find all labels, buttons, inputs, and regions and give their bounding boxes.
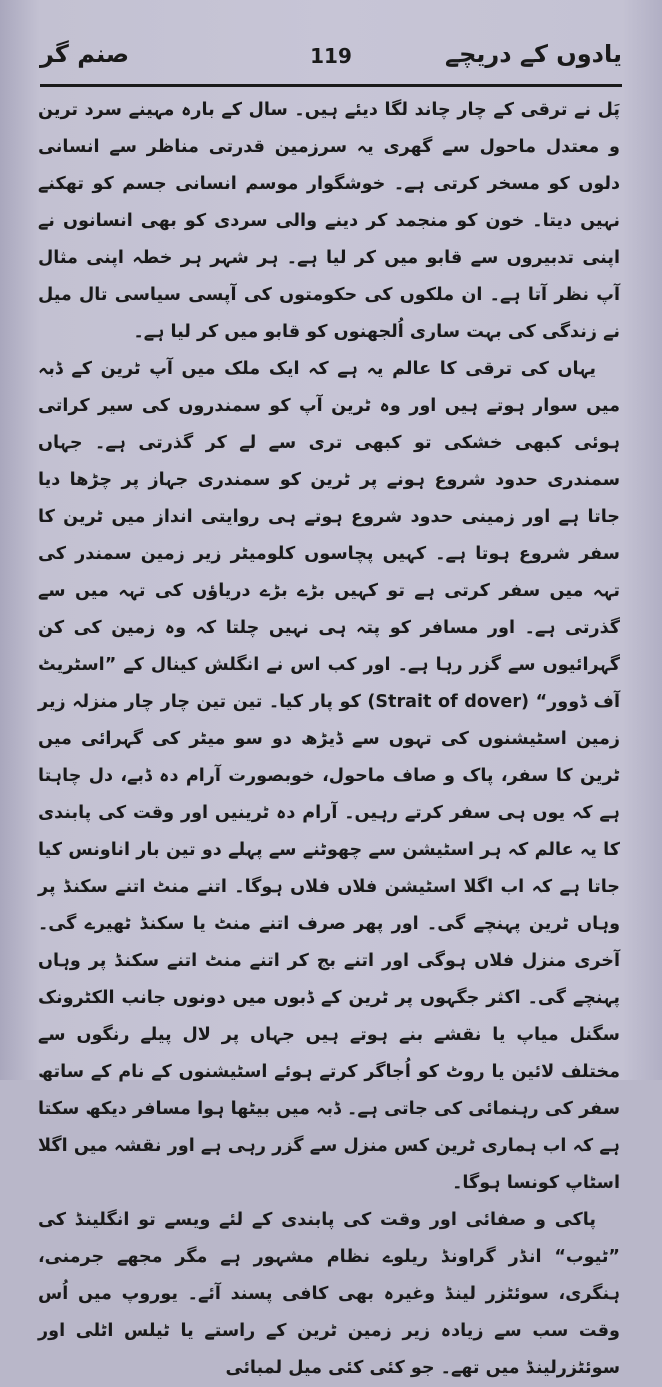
book-title: یادوں کے دریچے [445, 40, 622, 68]
body-text [38, 92, 620, 1387]
paragraph-1: پَل نے ترقی کے چار چاند لگا دیئے ہیں۔ سال کے بارہ مہینے سرد ترین و معتدل ماحول سے گھری یہ سرزمین قدرتی مناظر سے انسانی دلوں کو مسخر کرتی ہے۔ خوشگوار موسم انسانی جسم کو تھکنے نہیں دیتا۔ خون کو منجمد کر دینے والی سردی کو بھی انسانوں نے اپنی تدبیروں سے قابو میں کر لیا ہے۔ ہر شہر ہر خطہ اپنی مثال آپ نظر آتا ہے۔ ان ملکوں کی حکومتوں کی آپسی سیاسی تال میل نے زندگی کی بہت ساری اُلجھنوں کو قابو میں کر لیا ہے۔ [38, 100, 620, 342]
chapter-title: صنم گر [40, 40, 130, 68]
paragraph-3: پاکی و صفائی اور وقت کی پابندی کے لئے ویسے تو انگلینڈ کی ”ٹیوب“ انڈر گراونڈ ریلوے نظام مشہور ہے مگر مجھے جرمنی، ہنگری، سوئٹزر لینڈ وغیرہ بھی کافی پسند آئے۔ یوروپ میں اُس وقت سب سے زیادہ زیر زمین ٹرین کے راستے یا ٹیلس اٹلی اور سوئٹزرلینڈ میں تھے۔ جو کئی کئی میل لمبائی [38, 1210, 620, 1378]
paragraph-2: یہاں کی ترقی کا عالم یہ ہے کہ ایک ملک میں آپ ٹرین کے ڈبہ میں سوار ہوتے ہیں اور وہ ٹرین آپ کو سمندروں کی سیر کراتی ہوئی کبھی خشکی تو کبھی تری سے لے کر گذرتی ہے۔ جہاں سمندری حدود شروع ہونے پر ٹرین کو سمندری جہاز پر چڑھا دیا جاتا ہے اور زمینی حدود شروع ہوتے ہی روایتی انداز میں ٹرین کا سفر شروع ہوتا ہے۔ کہیں پچاسوں کلومیٹر زیر زمین سمندر کی تہہ میں سفر کرتی ہے تو کہیں بڑے بڑے دریاؤں کی تہہ میں سے گذرتی ہے۔ اور مسافر کو پتہ ہی نہیں چلتا کہ وہ زمین کی کن گہرائیوں سے گزر رہا ہے۔ اور کب اس نے انگلش کینال کے ”اسٹریٹ آف ڈوور“ (Strait of dover) کو پار کیا۔ تین تین چار چار منزلہ زیر زمین اسٹیشنوں کی تہوں سے ڈیڑھ دو سو میٹر کی گہرائی میں ٹرین کا سفر، پاک و صاف ماحول، خوبصورت آرام دہ ڈبے، دل چاہتا ہے کہ یوں ہی سفر کرتے رہیں۔ آرام دہ ٹرینیں اور وقت کی پابندی کا یہ عالم کہ ہر اسٹیشن سے چھوٹنے سے پہلے دو تین بار اناونس کیا جاتا ہے کہ اب اگلا اسٹیشن فلاں فلاں ہوگا۔ اتنے منٹ اتنے سکنڈ پر وہاں ٹرین پہنچے گی۔ اور پھر صرف اتنے منٹ یا سکنڈ ٹھیرے گی۔ آخری منزل فلاں ہوگی اور اتنے بج کر اتنے منٹ اتنے سکنڈ پر وہاں پہنچے گی۔ اکثر جگہوں پر ٹرین کے ڈبوں میں دونوں جانب الکٹرونک سگنل میاپ یا نقشے بنے ہوتے ہیں جہاں پر لال پیلے رنگوں سے مختلف لائین یا روٹ کو اُجاگر کرتے ہوئے اسٹیشنوں کے نام کے ساتھ سفر کی رہنمائی کی جاتی ہے۔ ڈبہ میں بیٹھا ہوا مسافر دیکھ سکتا ہے کہ اب ہماری ٹرین کس منزل سے گزر رہی ہے اور نقشہ میں اگلا اسٹاپ کونسا ہوگا۔ [38, 359, 621, 1193]
page-number: 119 [310, 44, 352, 68]
header-rule [40, 84, 622, 87]
page-header [40, 40, 622, 82]
